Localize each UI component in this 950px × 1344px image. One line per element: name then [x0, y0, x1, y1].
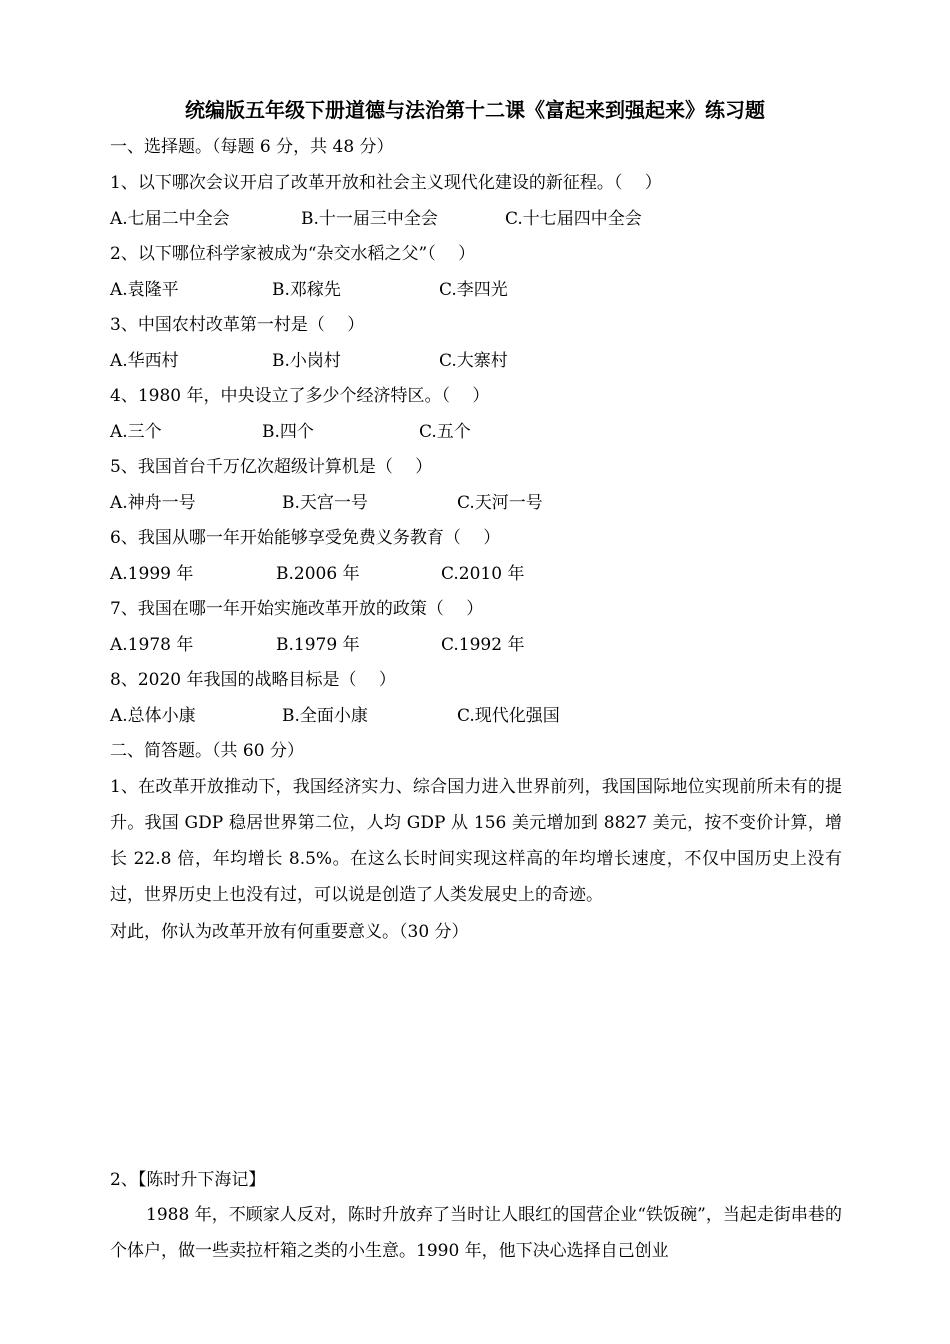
q1-option-a: A.七届二中全会 [110, 209, 230, 229]
q4-option-c: C.五个 [419, 422, 471, 442]
question-6: 6、我国从哪一年开始能够享受免费义务教育（ ） [110, 528, 501, 548]
question-3: 3、中国农村改革第一村是（ ） [110, 315, 365, 335]
q3-option-b: B.小岗村 [272, 351, 341, 371]
section2-heading: 二、简答题。（共 60 分） [110, 741, 304, 761]
q5-option-a: A.神舟一号 [110, 493, 196, 513]
q4-option-b: B.四个 [262, 422, 314, 442]
short-answer-2-title: 2、【陈时升下海记】 [110, 1170, 266, 1190]
document-title: 统编版五年级下册道德与法治第十二课《富起来到强起来》练习题 [185, 98, 765, 122]
q7-option-a: A.1978 年 [110, 635, 194, 655]
q6-option-b: B.2006 年 [276, 564, 360, 584]
question-8: 8、2020 年我国的战略目标是（ ） [110, 670, 396, 690]
q1-option-c: C.十七届四中全会 [505, 209, 642, 229]
q2-option-a: A.袁隆平 [110, 280, 179, 300]
q2-option-c: C.李四光 [439, 280, 508, 300]
q6-option-a: A.1999 年 [110, 564, 194, 584]
short-answer-1-text: 1、在改革开放推动下，我国经济实力、综合国力进入世界前列，我国国际地位实现前所未有的提升。我国 GDP 稳居世界第二位，人均 GDP 从 156 美元增加到 8827 美元，按不变价计算，增长 22.8 倍，年均增长 8.5%。在这么长时间实现这样高的年均增长速度，不仅中国历史上没有过，世界历史上也没有过，可以说是创造了人类发展史上的奇迹。 [110, 777, 842, 905]
q1-option-b: B.十一届三中全会 [301, 209, 438, 229]
short-answer-2-text: 1988 年，不顾家人反对，陈时升放弃了当时让人眼红的国营企业“铁饭碗”，当起走街串巷的个体户，做一些卖拉杆箱之类的小生意。1990 年，他下决心选择自己创业 [110, 1205, 842, 1261]
q4-option-a: A.三个 [110, 422, 162, 442]
q3-option-c: C.大寨村 [439, 351, 508, 371]
q7-option-c: C.1992 年 [441, 635, 525, 655]
q5-option-b: B.天宫一号 [282, 493, 368, 513]
q6-option-c: C.2010 年 [441, 564, 525, 584]
q5-option-c: C.天河一号 [457, 493, 543, 513]
q3-option-a: A.华西村 [110, 351, 179, 371]
section1-heading: 一、选择题。（每题 6 分，共 48 分） [110, 137, 394, 157]
question-4: 4、1980 年，中央设立了多少个经济特区。（ ） [110, 386, 490, 406]
question-5: 5、我国首台千万亿次超级计算机是（ ） [110, 457, 433, 477]
q8-option-b: B.全面小康 [282, 706, 368, 726]
q2-option-b: B.邓稼先 [272, 280, 341, 300]
q8-option-c: C.现代化强国 [457, 706, 560, 726]
question-2: 2、以下哪位科学家被成为“杂交水稻之父”（ ） [110, 244, 476, 264]
short-answer-1-question: 对此，你认为改革开放有何重要意义。（30 分） [110, 922, 469, 942]
q7-option-b: B.1979 年 [276, 635, 360, 655]
question-1: 1、以下哪次会议开启了改革开放和社会主义现代化建设的新征程。（ ） [110, 173, 662, 193]
q8-option-a: A.总体小康 [110, 706, 196, 726]
question-7: 7、我国在哪一年开始实施改革开放的政策（ ） [110, 599, 484, 619]
